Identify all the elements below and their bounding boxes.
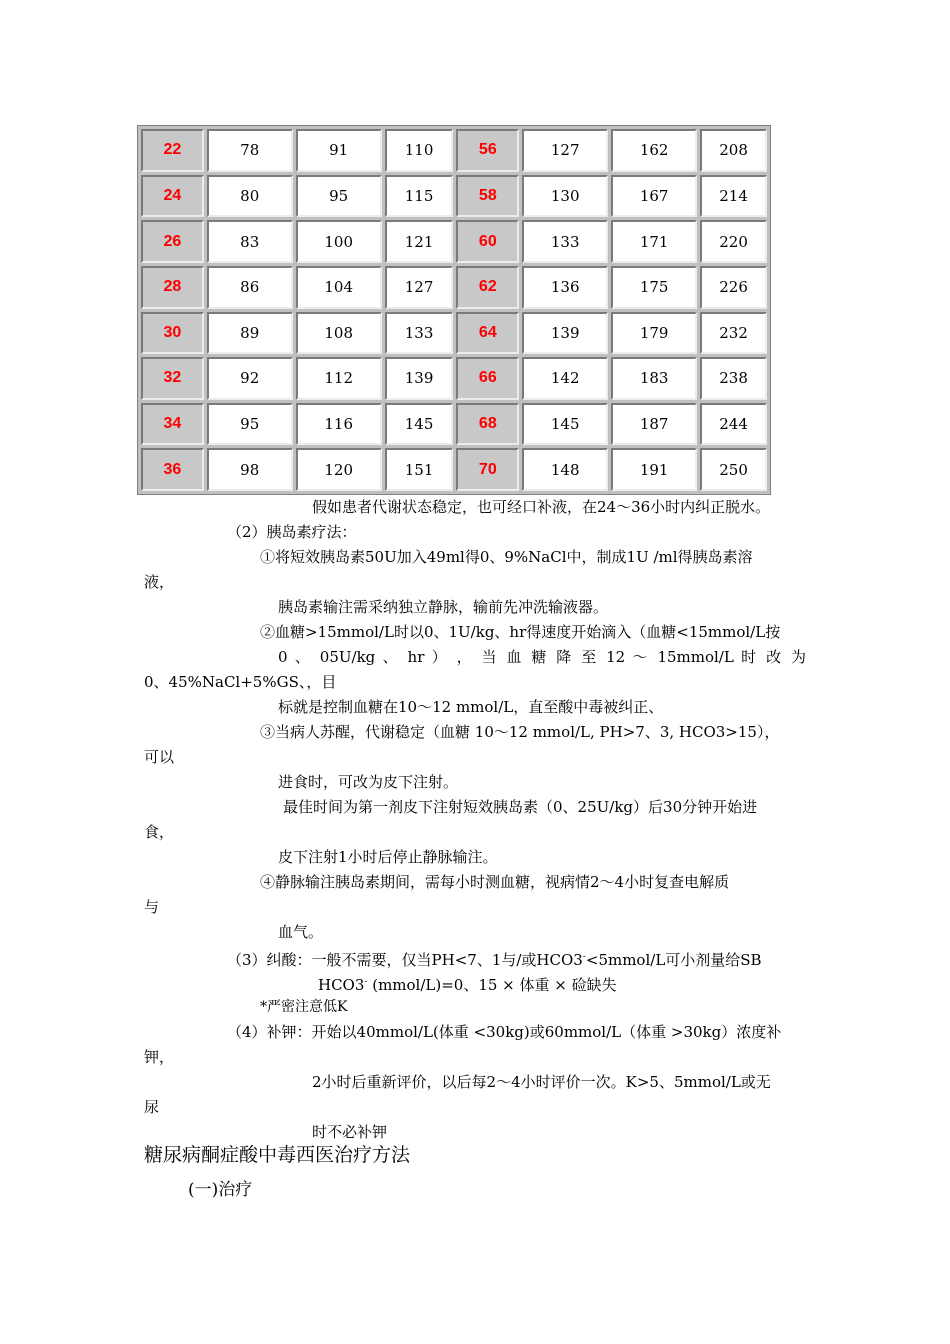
table-cell: 121	[385, 220, 454, 263]
text-line-3: ①将短效胰岛素50U加入49ml得0、9%NaCl中，制成1U /ml得胰岛素溶	[260, 548, 753, 566]
age-key-cell: 30	[141, 312, 204, 355]
text-line-1: 假如患者代谢状态稳定，也可经口补液，在24～36小时内纠正脱水。	[312, 498, 771, 516]
table-row	[141, 448, 767, 491]
text-line-9: 标就是控制血糖在10～12 mmol/L，直至酸中毒被纠正、	[278, 698, 664, 716]
text-line-7: 0 、 05U/kg 、 hr ） ， 当 血 糖 降 至 12 ～ 15mmol/L 时 改 为	[278, 648, 806, 666]
table-cell: 151	[385, 448, 454, 491]
table-cell: 145	[522, 403, 608, 446]
table-cell: 127	[522, 129, 608, 172]
text-line-24: 2小时后重新评价，以后每2～4小时评价一次。K>5、5mmol/L或无	[312, 1073, 771, 1091]
subsection-heading: (一)治疗	[188, 1180, 253, 1200]
text-line-13: 最佳时间为第一剂皮下注射短效胰岛素（0、25U/kg）后30分钟开始进	[283, 798, 758, 816]
text-line-18: 血气。	[278, 923, 324, 941]
table-cell: 95	[296, 175, 382, 218]
text-line-4: 液，	[144, 573, 175, 591]
table-cell: 92	[207, 357, 293, 400]
text-line-15: 皮下注射1小时后停止静脉输注。	[278, 848, 498, 866]
table-cell: 104	[296, 266, 382, 309]
age-key-cell: 66	[456, 357, 519, 400]
table-row	[141, 175, 767, 218]
text-line-16: ④静脉输注胰岛素期间，需每小时测血糖，视病情2～4小时复查电解质	[260, 873, 730, 891]
age-key-cell: 36	[141, 448, 204, 491]
text-line-19-sup: -	[582, 952, 586, 962]
table-cell: 183	[611, 357, 697, 400]
table-cell: 80	[207, 175, 293, 218]
table-row	[141, 220, 767, 263]
table-cell: 171	[611, 220, 697, 263]
table-row	[141, 312, 767, 355]
text-line-19-end: <5mmol/L可小剂量给SB	[585, 951, 762, 969]
text-line-2: （2）胰岛素疗法：	[227, 523, 357, 541]
text-line-20-sup: -	[364, 977, 368, 987]
table-cell: 167	[611, 175, 697, 218]
text-line-14: 食，	[144, 823, 175, 841]
section-heading: 糖尿病酮症酸中毒西医治疗方法	[144, 1144, 411, 1166]
text-line-21: *严密注意低K	[260, 999, 348, 1015]
table-row	[141, 403, 767, 446]
table-cell: 139	[385, 357, 454, 400]
age-key-cell: 26	[141, 220, 204, 263]
table-cell: 133	[385, 312, 454, 355]
table-cell: 136	[522, 266, 608, 309]
table-cell: 250	[700, 448, 767, 491]
table-cell: 112	[296, 357, 382, 400]
table-cell: 162	[611, 129, 697, 172]
table-cell: 139	[522, 312, 608, 355]
table-cell: 208	[700, 129, 767, 172]
table-cell: 83	[207, 220, 293, 263]
text-line-19-main: （3）纠酸：一般不需要，仅当PH<7、1与/或HCO3	[227, 951, 583, 969]
text-line-8: 0、45%NaCl+5%GS、，目	[144, 673, 337, 691]
table-cell: 130	[522, 175, 608, 218]
table-cell: 232	[700, 312, 767, 355]
table-cell: 91	[296, 129, 382, 172]
table-cell: 127	[385, 266, 454, 309]
weight-table	[137, 125, 771, 495]
table-cell: 110	[385, 129, 454, 172]
table-cell: 214	[700, 175, 767, 218]
age-key-cell: 28	[141, 266, 204, 309]
table-cell: 98	[207, 448, 293, 491]
table-cell: 115	[385, 175, 454, 218]
table-cell: 95	[207, 403, 293, 446]
text-line-19	[227, 947, 762, 970]
age-key-cell: 64	[456, 312, 519, 355]
age-key-cell: 60	[456, 220, 519, 263]
table-cell: 187	[611, 403, 697, 446]
table-cell: 220	[700, 220, 767, 263]
text-line-26: 时不必补钾	[312, 1123, 388, 1141]
text-line-23: 钾，	[144, 1048, 175, 1066]
table-row	[141, 129, 767, 172]
text-line-17: 与	[144, 898, 160, 916]
weight-table-body	[141, 129, 767, 491]
text-line-22: （4）补钾：开始以40mmol/L(体重 <30kg)或60mmol/L（体重 >30kg）浓度补	[227, 1023, 782, 1041]
table-cell: 238	[700, 357, 767, 400]
table-cell: 108	[296, 312, 382, 355]
text-line-5: 胰岛素输注需采纳独立静脉，输前先冲洗输液器。	[278, 598, 609, 616]
table-cell: 175	[611, 266, 697, 309]
table-cell: 116	[296, 403, 382, 446]
table-cell: 133	[522, 220, 608, 263]
text-line-11: 可以	[144, 748, 175, 766]
table-cell: 145	[385, 403, 454, 446]
text-line-10: ③当病人苏醒，代谢稳定（血糖 10～12 mmol/L, PH>7、3, HCO3>15），	[260, 723, 780, 741]
table-cell: 226	[700, 266, 767, 309]
age-key-cell: 58	[456, 175, 519, 218]
age-key-cell: 68	[456, 403, 519, 446]
table-cell: 148	[522, 448, 608, 491]
text-line-12: 进食时，可改为皮下注射。	[278, 773, 459, 791]
text-line-20-b: (mmol/L)=0、15 × 体重 × 硷缺失	[367, 976, 617, 994]
age-key-cell: 32	[141, 357, 204, 400]
text-line-20-a: HCO3	[318, 976, 365, 994]
table-row	[141, 266, 767, 309]
age-key-cell: 70	[456, 448, 519, 491]
table-cell: 142	[522, 357, 608, 400]
table-cell: 78	[207, 129, 293, 172]
text-line-6: ②血糖>15mmol/L时以0、1U/kg、hr得速度开始滴入（血糖<15mmol/L按	[260, 623, 781, 641]
age-key-cell: 56	[456, 129, 519, 172]
table-cell: 179	[611, 312, 697, 355]
age-key-cell: 62	[456, 266, 519, 309]
age-key-cell: 24	[141, 175, 204, 218]
table-cell: 120	[296, 448, 382, 491]
table-cell: 244	[700, 403, 767, 446]
age-key-cell: 34	[141, 403, 204, 446]
table-cell: 86	[207, 266, 293, 309]
table-cell: 191	[611, 448, 697, 491]
table-row	[141, 357, 767, 400]
age-key-cell: 22	[141, 129, 204, 172]
text-line-25: 尿	[144, 1098, 160, 1116]
table-cell: 100	[296, 220, 382, 263]
text-line-20	[318, 972, 617, 995]
table-cell: 89	[207, 312, 293, 355]
